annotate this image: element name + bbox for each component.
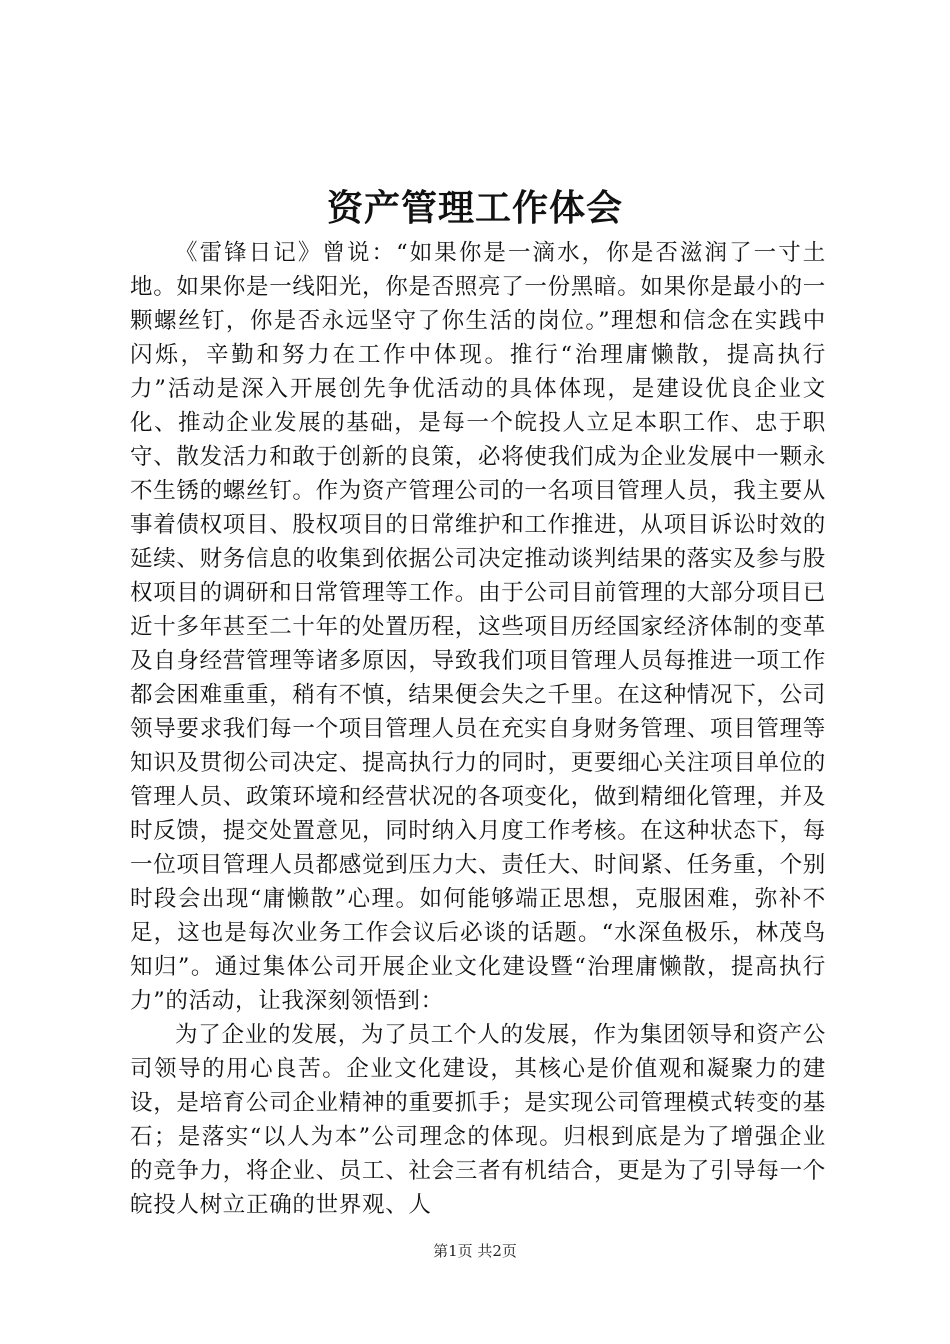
document-title: 资产管理工作体会 [326,187,623,229]
document-body [130,236,826,1222]
page-footer: 第1页 共2页 [433,1242,517,1260]
paragraph-1: 《雷锋日记》曾说：“如果你是一滴水，你是否滋润了一寸土地。如果你是一线阳光，你是否照亮了一份黑暗。如果你是最小的一颗螺丝钉，你是否永远坚守了你生活的岗位。”理想和信念在实践中闪烁，辛勤和努力在工作中体现。推行“治理庸懒散，提高执行力”活动是深入开展创先争优活动的具体体现，是建设优良企业文化、推动企业发展的基础，是每一个皖投人立足本职工作、忠于职守、散发活力和敢于创新的良策，必将使我们成为企业发展中一颗永不生锈的螺丝钉。作为资产管理公司的一名项目管理人员，我主要从事着债权项目、股权项目的日常维护和工作推进，从项目诉讼时效的延续、财务信息的收集到依据公司决定推动谈判结果的落实及参与股权项目的调研和日常管理等工作。由于公司目前管理的大部分项目已近十多年甚至二十年的处置历程，这些项目历经国家经济体制的变革及自身经营管理等诸多原因，导致我们项目管理人员每推进一项工作都会困难重重，稍有不慎，结果便会失之千里。在这种情况下，公司领导要求我们每一个项目管理人员在充实自身财务管理、项目管理等知识及贯彻公司决定、提高执行力的同时，更要细心关注项目单位的管理人员、政策环境和经营状况的各项变化，做到精细化管理，并及时反馈，提交处置意见，同时纳入月度工作考核。在这种状态下，每一位项目管理人员都感觉到压力大、责任大、时间紧、任务重，个别时段会出现“庸懒散”心理。如何能够端正思想，克服困难，弥补不足，这也是每次业务工作会议后必谈的话题。“水深鱼极乐，林茂鸟知归”。通过集体公司开展企业文化建设暨“治理庸懒散，提高执行力”的活动，让我深刻领悟到： [130,240,827,1014]
paragraph-2: 为了企业的发展，为了员工个人的发展，作为集团领导和资产公司领导的用心良苦。企业文化建设，其核心是价值观和凝聚力的建设，是培育公司企业精神的重要抓手；是实现公司管理模式转变的基石；是落实“以人为本”公司理念的体现。归根到底是为了增强企业的竞争力，将企业、员工、社会三者有机结合，更是为了引导每一个皖投人树立正确的世界观、人 [130,1022,827,1218]
